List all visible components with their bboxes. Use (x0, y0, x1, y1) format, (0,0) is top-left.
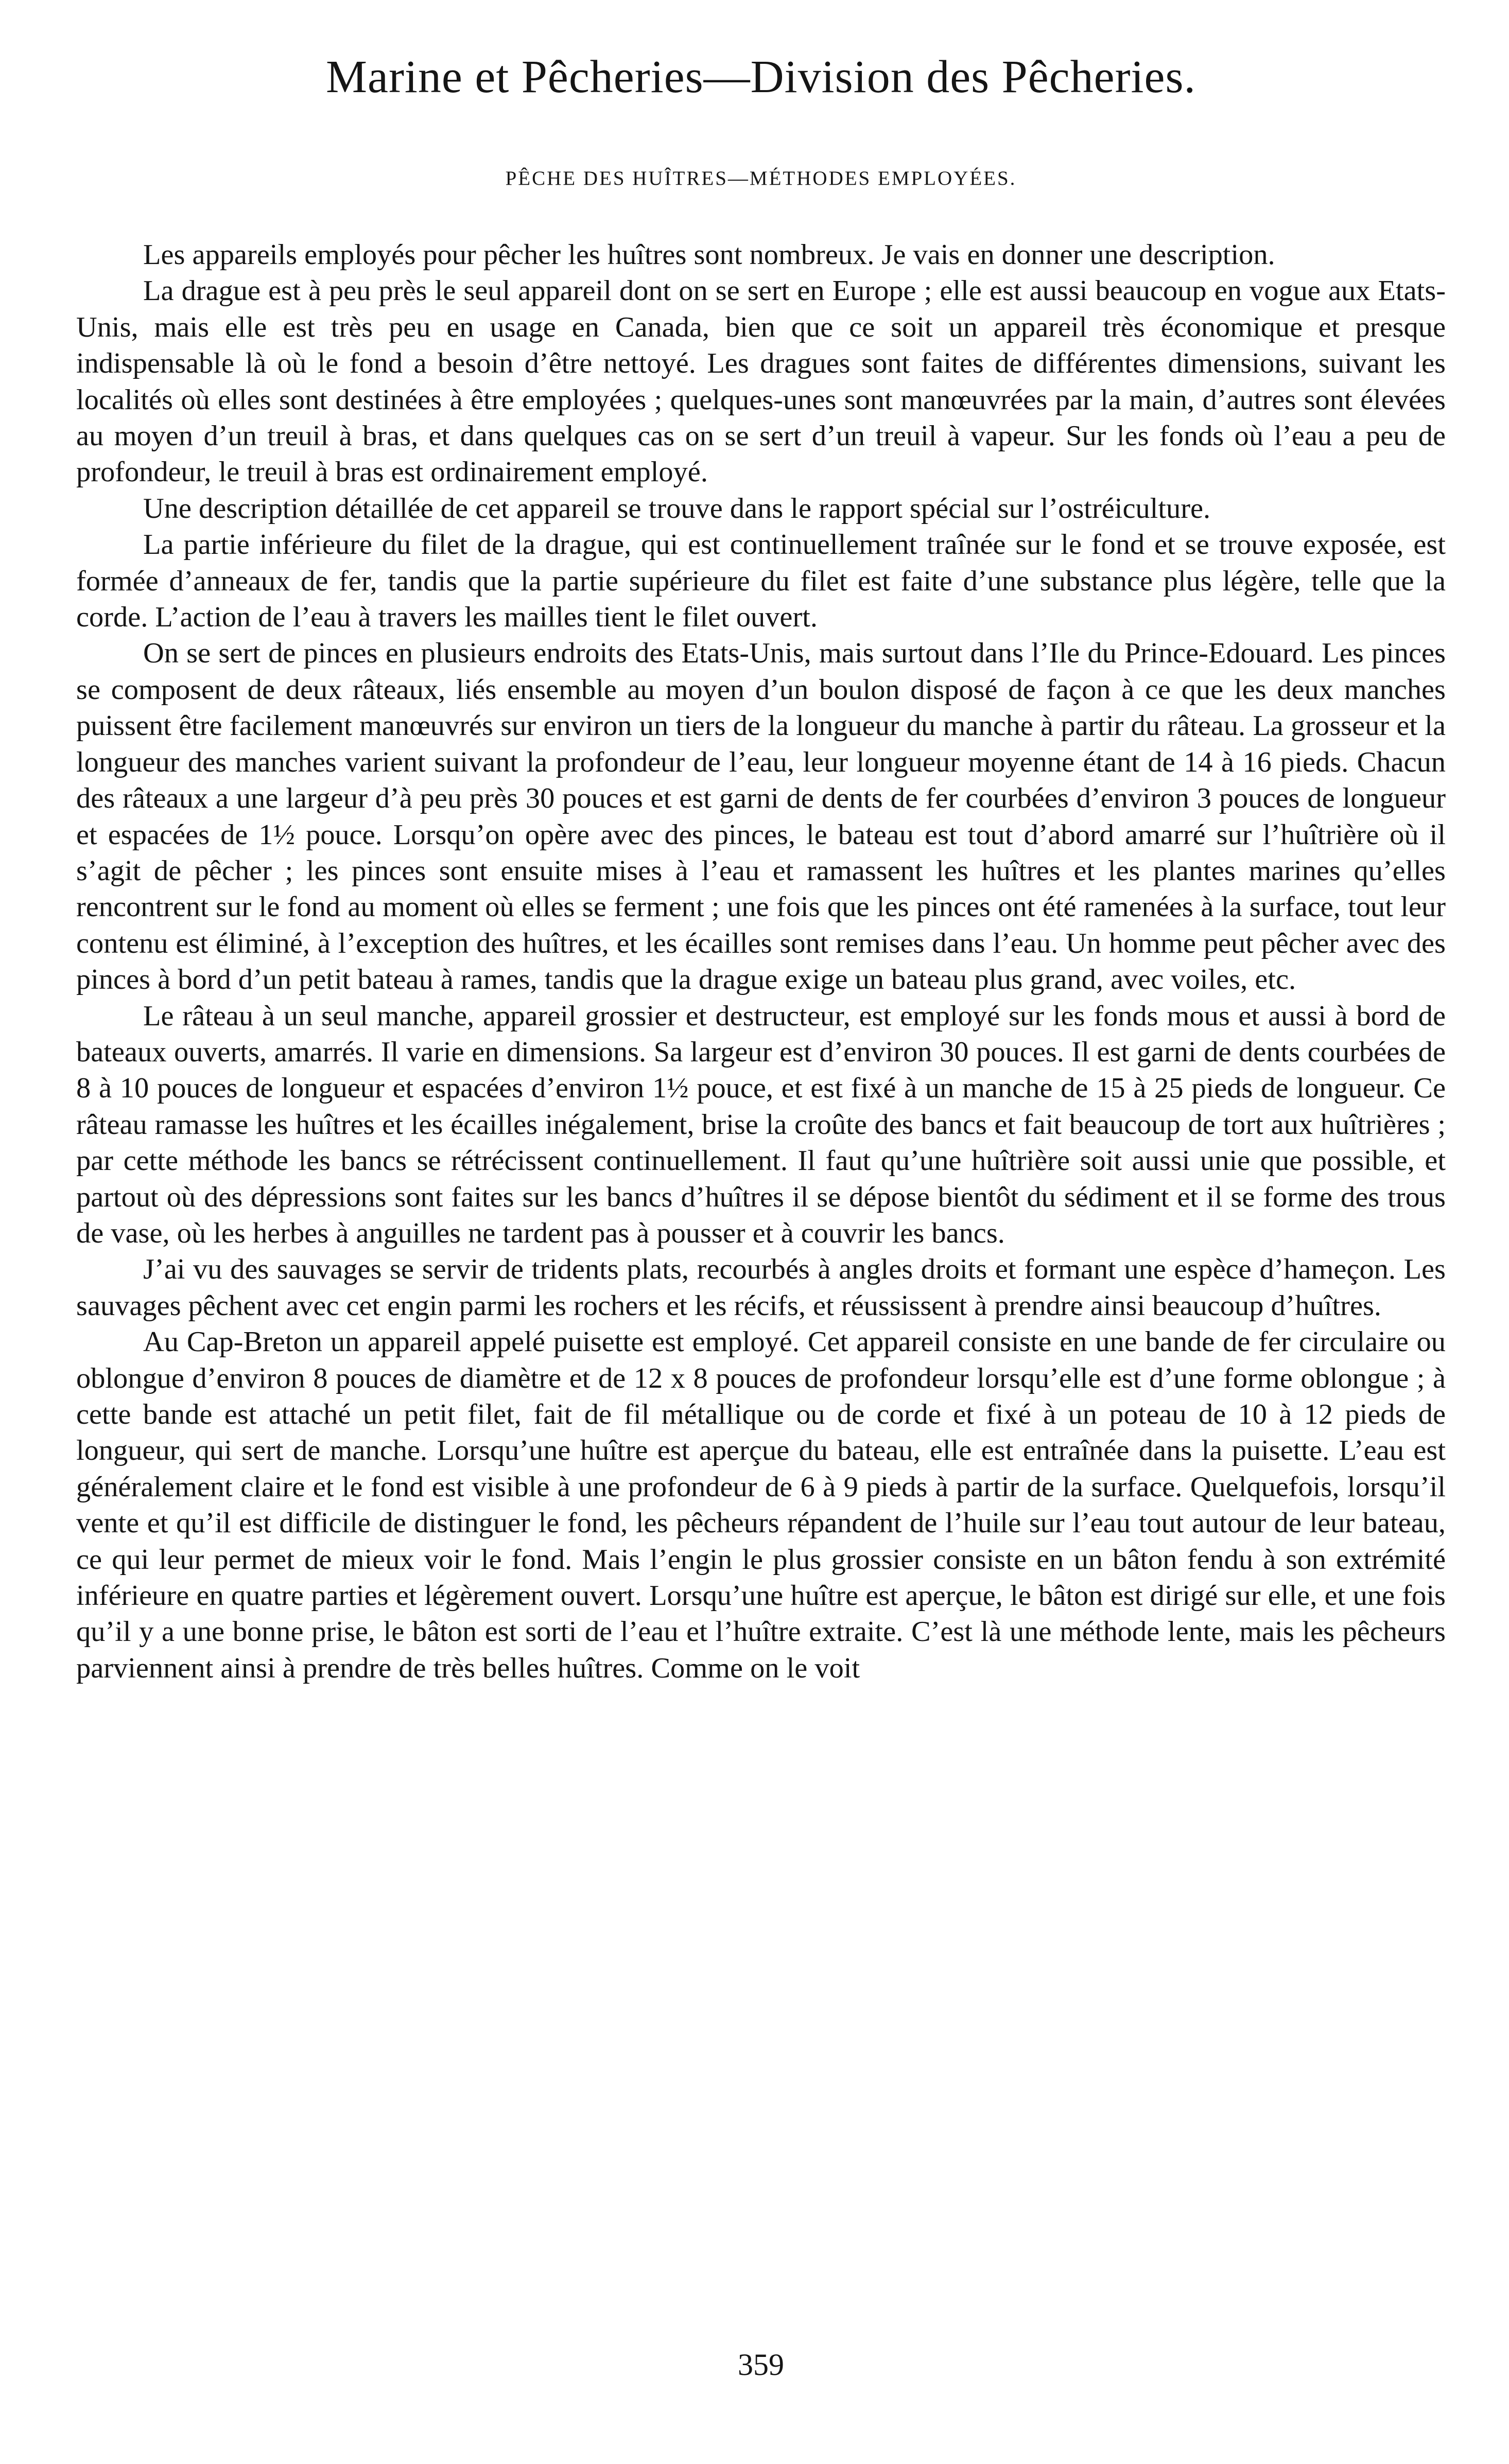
paragraph: Le râteau à un seul manche, appareil grossier et destructeur, est employé sur les fonds mous et aussi à bord de bateaux ouverts, amarrés. Il varie en dimensions. Sa largeur est d’environ 30 pouces. Il est garni de dents courbées de 8 à 10 pouces de longueur et espacées d’environ 1½ pouce, et est fixé à un manche de 15 à 25 pieds de longueur. Ce râteau ramasse les huîtres et les écailles inégalement, brise la croûte des bancs et fait beaucoup de tort aux huîtrières ; par cette méthode les bancs se rétrécissent continuellement. Il faut qu’une huîtrière soit aussi unie que possible, et partout où des dépressions sont faites sur les bancs d’huîtres il se dépose bientôt du sédiment et il se forme des trous de vase, où les herbes à anguilles ne tardent pas à pousser et à couvrir les bancs. (76, 1000, 1446, 1249)
paragraph: Au Cap-Breton un appareil appelé puisette est employé. Cet appareil consiste en une bande de fer circulaire ou oblongue d’environ 8 pouces de diamètre et de 12 x 8 pouces de profondeur lorsqu’elle est d’une forme oblongue ; à cette bande est attaché un petit filet, fait de fil métallique ou de corde et fixé à un poteau de 10 à 12 pieds de longueur, qui sert de manche. Lorsqu’une huître est aperçue du bateau, elle est entraînée dans la puisette. L’eau est généralement claire et le fond est visible à une profondeur de 6 à 9 pieds à partir de la surface. Quelquefois, lorsqu’il vente et qu’il est difficile de distinguer le fond, les pêcheurs répandent de l’huile sur l’eau tout autour de leur bateau, ce qui leur permet de mieux voir le fond. Mais l’engin le plus grossier consiste en un bâton fendu à son extrémité inférieure en quatre parties et légèrement ouvert. Lorsqu’une huître est aperçue, le bâton est dirigé sur elle, et une fois qu’il y a une bonne prise, le bâton est sorti de l’eau et l’huître extraite. C’est là une méthode lente, mais les pêcheurs parviennent ainsi à prendre de très belles huîtres. Comme on le voit (76, 1326, 1446, 1684)
document-page (76, 0, 1446, 2464)
paragraph: La partie inférieure du filet de la drague, qui est continuellement traînée sur le fond et se trouve exposée, est formée d’anneaux de fer, tandis que la partie supérieure du filet est faite d’une substance plus légère, telle que la corde. L’action de l’eau à travers les mailles tient le filet ouvert. (76, 529, 1446, 634)
paragraph: On se sert de pinces en plusieurs endroits des Etats-Unis, mais surtout dans l’Ile du Prince-Edouard. Les pinces se composent de deux râteaux, liés ensemble au moyen d’un boulon disposé de façon à ce que les deux manches puissent être facilement manœuvrés sur environ un tiers de la longueur du manche à partir du râteau. La grosseur et la longueur des manches varient suivant la profondeur de l’eau, leur longueur moyenne étant de 14 à 16 pieds. Chacun des râteaux a une largeur d’à peu près 30 pouces et est garni de dents de fer courbées d’environ 3 pouces de longueur et espacées de 1½ pouce. Lorsqu’on opère avec des pinces, le bateau est tout d’abord amarré sur l’huîtrière où il s’agit de pêcher ; les pinces sont ensuite mises à l’eau et ramassent les huîtres et les plantes marines qu’elles rencontrent sur le fond au moment où elles se ferment ; une fois que les pinces ont été ramenées à la surface, tout leur contenu est éliminé, à l’exception des huîtres, et les écailles sont remises dans l’eau. Un homme peut pêcher avec des pinces à bord d’un petit bateau à rames, tandis que la drague exige un bateau plus grand, avec voiles, etc. (76, 637, 1446, 996)
page-number: 359 (738, 2348, 784, 2382)
running-title: Marine et Pêcheries—Division des Pêcheries. (325, 51, 1196, 102)
section-heading: PÊCHE DES HUÎTRES—MÉTHODES EMPLOYÉES. (505, 167, 1017, 189)
paragraph: J’ai vu des sauvages se servir de tridents plats, recourbés à angles droits et formant une espèce d’hameçon. Les sauvages pêchent avec cet engin parmi les rochers et les récifs, et réussissent à prendre ainsi beaucoup d’huîtres. (76, 1253, 1446, 1322)
paragraph: Les appareils employés pour pêcher les huîtres sont nombreux. Je vais en donner une description. (143, 239, 1275, 271)
body-text (76, 237, 1446, 1686)
paragraph: Une description détaillée de cet appareil se trouve dans le rapport spécial sur l’ostréiculture. (143, 492, 1211, 525)
paragraph: La drague est à peu près le seul appareil dont on se sert en Europe ; elle est aussi beaucoup en vogue aux Etats-Unis, mais elle est très peu en usage en Canada, bien que ce soit un appareil très économique et presque indispensable là où le fond a besoin d’être nettoyé. Les dragues sont faites de différentes dimensions, suivant les localités où elles sont destinées à être employées ; quelques-unes sont manœuvrées par la main, d’autres sont élevées au moyen d’un treuil à bras, et dans quelques cas on se sert d’un treuil à vapeur. Sur les fonds où l’eau a peu de profondeur, le treuil à bras est ordinairement employé. (76, 275, 1446, 488)
